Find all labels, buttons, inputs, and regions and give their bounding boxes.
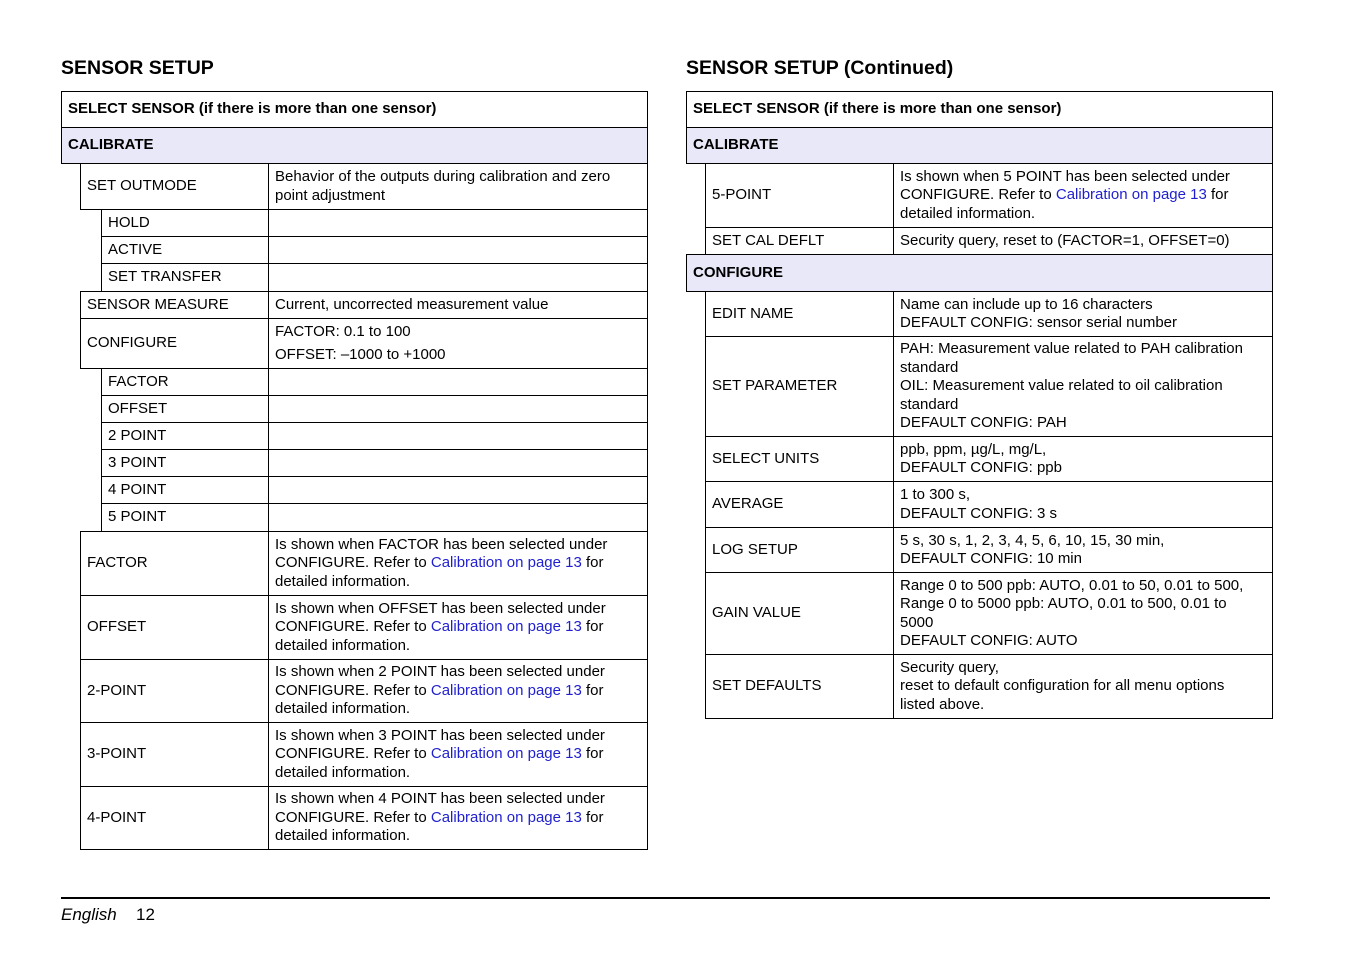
outmode-option-active-desc [268,236,648,264]
refer-prefix: CONFIGURE. Refer to [275,808,427,826]
refer-end: detailed information. [900,204,1036,222]
refer-suffix: for [586,808,604,826]
set-defaults-desc [893,654,1273,719]
configure-option-5-point-desc [268,503,648,532]
outmode-option-set-transfer: SET TRANSFER [101,263,269,292]
gain-value-desc-line: Range 0 to 500 ppb: AUTO, 0.01 to 50, 0.01 to 500, [900,576,1244,594]
gain-value-desc-line: 5000 [900,613,934,631]
select-units-desc-line: DEFAULT CONFIG: ppb [900,459,1062,476]
outmode-option-hold: HOLD [101,209,269,237]
2-point-label: 2-POINT [80,659,269,723]
configure-option-2-point: 2 POINT [101,422,269,450]
outmode-option-set-transfer-desc [268,263,648,292]
calibration-link[interactable]: Calibration on page 13 [430,745,582,763]
configure-option-3-point-desc [268,449,648,477]
set-cal-deflt-label: SET CAL DEFLT [705,227,894,255]
3-point-desc-shown: Is shown when 3 POINT has been selected under [275,726,605,744]
select-units-label: SELECT UNITS [705,436,894,482]
right-select-sensor-header: SELECT SENSOR (if there is more than one sensor) [686,91,1273,128]
calibration-link[interactable]: Calibration on page 13 [430,618,582,636]
factor-desc-shown: Is shown when FACTOR has been selected under [275,535,608,553]
5-point-desc [893,163,1273,228]
3-point-label: 3-POINT [80,722,269,787]
set-parameter-desc-line: standard [900,358,959,376]
configure-option-5-point: 5 POINT [101,503,269,532]
average-desc-line: 1 to 300 s, [900,486,971,503]
5-point-label: 5-POINT [705,163,894,228]
4-point-desc-shown: Is shown when 4 POINT has been selected under [275,790,605,808]
select-units-desc-line: ppb, ppm, µg/L, mg/L, [900,440,1047,458]
set-cal-deflt-desc: Security query, reset to (FACTOR=1, OFFSET=0) [893,227,1273,255]
2-point-desc [268,659,648,723]
edit-name-desc-line: DEFAULT CONFIG: sensor serial number [900,314,1178,331]
average-desc-line: DEFAULT CONFIG: 3 s [900,504,1057,522]
log-setup-desc-line: 5 s, 30 s, 1, 2, 3, 4, 5, 6, 10, 15, 30 min, [900,531,1165,549]
configure-option-factor: FACTOR [101,368,269,396]
outmode-option-active: ACTIVE [101,236,269,264]
configure-option-4-point-desc [268,476,648,504]
2-point-desc-shown: Is shown when 2 POINT has been selected under [275,663,605,681]
configure-desc [268,318,648,369]
configure-desc-factor: FACTOR: 0.1 to 100 [275,323,411,340]
gain-value-label: GAIN VALUE [705,572,894,655]
calibration-link[interactable]: Calibration on page 13 [430,808,582,826]
refer-end: detailed information. [275,636,411,654]
refer-suffix: for [586,554,604,572]
factor-desc [268,531,648,596]
configure-option-offset: OFFSET [101,395,269,423]
outmode-option-hold-desc [268,209,648,237]
right-title: SENSOR SETUP (Continued) [686,57,954,79]
refer-suffix: for [586,745,604,763]
refer-suffix: for [586,681,604,699]
refer-prefix: CONFIGURE. Refer to [900,186,1052,204]
configure-label: CONFIGURE [80,318,269,369]
edit-name-label: EDIT NAME [705,291,894,337]
5-point-desc-shown: Is shown when 5 POINT has been selected under [900,167,1230,185]
gain-value-desc-line: DEFAULT CONFIG: AUTO [900,632,1078,649]
set-parameter-desc-line: standard [900,395,959,413]
calibration-link[interactable]: Calibration on page 13 [430,554,582,572]
set-defaults-desc-line: listed above. [900,695,985,713]
configure-desc-offset: OFFSET: –1000 to +1000 [275,345,446,363]
left-select-sensor-header: SELECT SENSOR (if there is more than one sensor) [61,91,648,128]
refer-suffix: for [586,618,604,636]
edit-name-desc-line: Name can include up to 16 characters [900,295,1153,313]
refer-prefix: CONFIGURE. Refer to [275,681,427,699]
calibration-link[interactable]: Calibration on page 13 [430,681,582,699]
refer-prefix: CONFIGURE. Refer to [275,745,427,763]
configure-option-factor-desc [268,368,648,396]
refer-suffix: for [1211,186,1229,204]
right-configure-header: CONFIGURE [686,254,1273,292]
4-point-label: 4-POINT [80,786,269,850]
calibration-link[interactable]: Calibration on page 13 [1055,186,1207,204]
average-desc [893,481,1273,528]
log-setup-desc-line: DEFAULT CONFIG: 10 min [900,550,1082,567]
set-defaults-label: SET DEFAULTS [705,654,894,719]
right-calibrate-header: CALIBRATE [686,127,1273,164]
refer-prefix: CONFIGURE. Refer to [275,554,427,572]
footer-page-number: 12 [136,905,155,924]
4-point-desc [268,786,648,850]
offset-label: OFFSET [80,595,269,660]
set-outmode-desc: Behavior of the outputs during calibration and zero point adjustment [268,163,648,210]
edit-name-desc [893,291,1273,337]
footer-divider [61,897,1270,899]
set-parameter-label: SET PARAMETER [705,336,894,437]
gain-value-desc-line: Range 0 to 5000 ppb: AUTO, 0.01 to 500, 0.01 to [900,595,1227,612]
set-parameter-desc-line: OIL: Measurement value related to oil calibration [900,377,1223,395]
refer-prefix: CONFIGURE. Refer to [275,618,427,636]
offset-desc [268,595,648,660]
refer-end: detailed information. [275,827,411,845]
select-units-desc [893,436,1273,482]
set-parameter-desc-line: DEFAULT CONFIG: PAH [900,414,1067,432]
set-defaults-desc-line: Security query, [900,658,999,676]
set-defaults-desc-line: reset to default configuration for all menu options [900,677,1225,695]
sensor-measure-label: SENSOR MEASURE [80,291,269,319]
refer-end: detailed information. [275,572,411,590]
set-parameter-desc-line: PAH: Measurement value related to PAH calibration [900,340,1243,358]
footer-language: English [61,905,117,924]
refer-end: detailed information. [275,763,411,781]
configure-option-2-point-desc [268,422,648,450]
left-calibrate-header: CALIBRATE [61,127,648,164]
configure-option-3-point: 3 POINT [101,449,269,477]
refer-end: detailed information. [275,700,411,718]
set-outmode-label: SET OUTMODE [80,163,269,210]
factor-label: FACTOR [80,531,269,596]
offset-desc-shown: Is shown when OFFSET has been selected under [275,599,606,617]
configure-option-4-point: 4 POINT [101,476,269,504]
average-label: AVERAGE [705,481,894,528]
log-setup-desc [893,527,1273,573]
set-parameter-desc [893,336,1273,437]
gain-value-desc [893,572,1273,655]
sensor-measure-desc: Current, uncorrected measurement value [268,291,648,319]
left-title: SENSOR SETUP [61,57,214,79]
configure-option-offset-desc [268,395,648,423]
3-point-desc [268,722,648,787]
log-setup-label: LOG SETUP [705,527,894,573]
